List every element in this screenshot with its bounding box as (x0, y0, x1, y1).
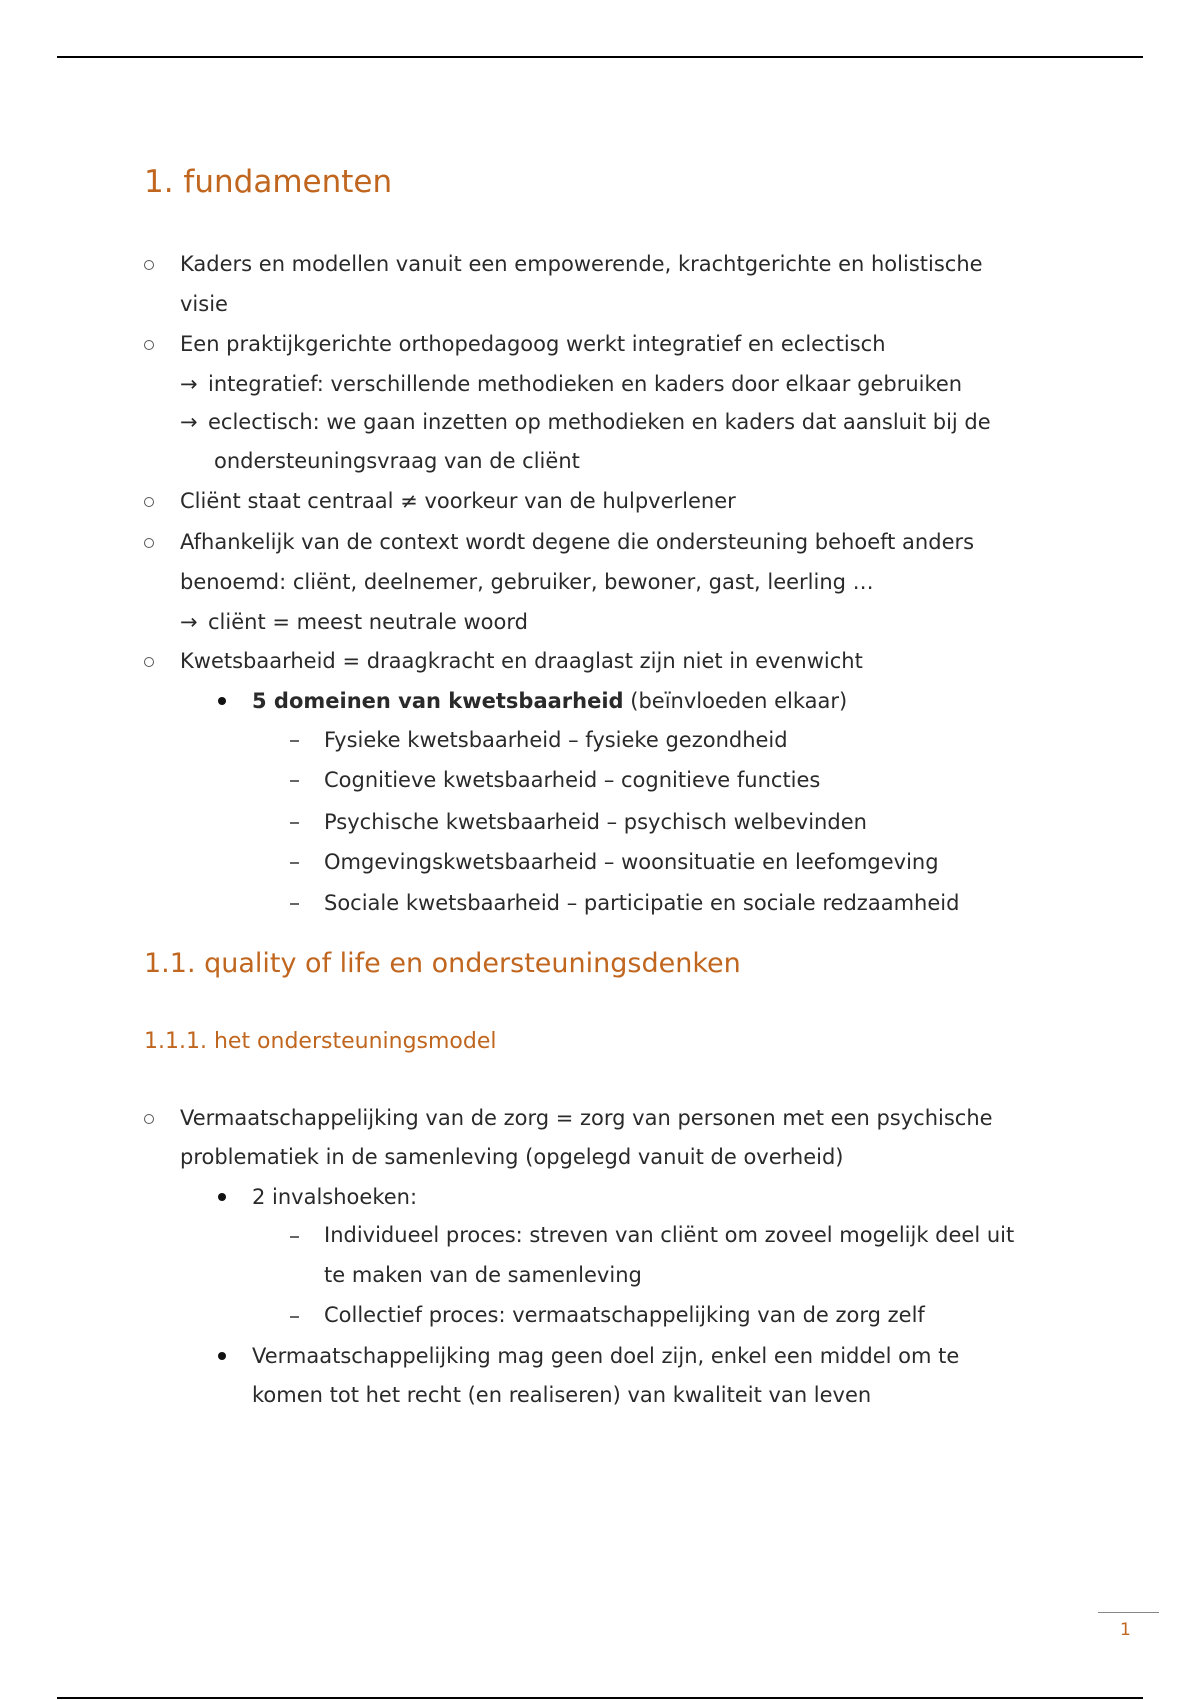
arrow-icon: → (180, 610, 198, 634)
domain-item: Omgevingskwetsbaarheid – woonsituatie en leefomgeving (324, 850, 939, 874)
dot-bullet (218, 697, 226, 705)
circle-bullet (144, 260, 154, 270)
bullet-text: benoemd: cliënt, deelnemer, gebruiker, bewoner, gast, leerling … (180, 570, 874, 594)
dash-item: te maken van de samenleving (324, 1263, 642, 1287)
domain-item: Sociale kwetsbaarheid – participatie en sociale redzaamheid (324, 891, 960, 915)
dash-bullet (290, 822, 299, 824)
arrow-text: eclectisch: we gaan inzetten op methodieken en kaders dat aansluit bij de (208, 410, 991, 434)
circle-bullet (144, 1114, 154, 1124)
page-number: 1 (1120, 1620, 1131, 1640)
arrow-text: ondersteuningsvraag van de cliënt (214, 449, 580, 473)
arrow-icon: → (180, 372, 198, 396)
subbullet-text: komen tot het recht (en realiseren) van kwaliteit van leven (252, 1383, 872, 1407)
bullet-text: Cliënt staat centraal ≠ voorkeur van de hulpverlener (180, 489, 736, 513)
subbullet-rest: (beïnvloeden elkaar) (630, 689, 848, 713)
circle-bullet (144, 340, 154, 350)
arrow-text: cliënt = meest neutrale woord (208, 610, 528, 634)
footer-rule (57, 1697, 1143, 1699)
heading-quality-of-life: 1.1. quality of life en ondersteuningsdenken (144, 948, 741, 979)
bullet-text: Kwetsbaarheid = draagkracht en draaglast zijn niet in evenwicht (180, 649, 863, 673)
page-number-rule (1098, 1612, 1159, 1613)
dash-bullet (290, 780, 299, 782)
bullet-text: visie (180, 292, 228, 316)
dash-bullet (290, 903, 299, 905)
domain-item: Fysieke kwetsbaarheid – fysieke gezondheid (324, 728, 788, 752)
subbullet-text (252, 689, 847, 713)
dash-item: Individueel proces: streven van cliënt om zoveel mogelijk deel uit (324, 1223, 1015, 1247)
dash-bullet (290, 1236, 299, 1238)
header-rule (57, 56, 1143, 58)
circle-bullet (144, 497, 154, 507)
circle-bullet (144, 657, 154, 667)
dash-item: Collectief proces: vermaatschappelijking van de zorg zelf (324, 1303, 925, 1327)
subbullet-text: 2 invalshoeken: (252, 1185, 418, 1209)
dot-bullet (218, 1193, 226, 1201)
bullet-text: problematiek in de samenleving (opgelegd vanuit de overheid) (180, 1145, 844, 1169)
dot-bullet (218, 1352, 226, 1360)
bullet-text: Afhankelijk van de context wordt degene die ondersteuning behoeft anders (180, 530, 975, 554)
domain-item: Cognitieve kwetsbaarheid – cognitieve functies (324, 768, 821, 792)
dash-bullet (290, 1316, 299, 1318)
arrow-text: integratief: verschillende methodieken en kaders door elkaar gebruiken (208, 372, 963, 396)
subbullet-bold: 5 domeinen van kwetsbaarheid (252, 689, 624, 713)
subbullet-text: Vermaatschappelijking mag geen doel zijn, enkel een middel om te (252, 1344, 960, 1368)
heading-fundamenten: 1. fundamenten (144, 164, 393, 200)
bullet-text: Kaders en modellen vanuit een empowerende, krachtgerichte en holistische (180, 252, 983, 276)
bullet-text: Vermaatschappelijking van de zorg = zorg van personen met een psychische (180, 1106, 993, 1130)
domain-item: Psychische kwetsbaarheid – psychisch welbevinden (324, 810, 867, 834)
bullet-text: Een praktijkgerichte orthopedagoog werkt integratief en eclectisch (180, 332, 886, 356)
heading-ondersteuningsmodel: 1.1.1. het ondersteuningsmodel (144, 1029, 497, 1054)
dash-bullet (290, 740, 299, 742)
arrow-icon: → (180, 410, 198, 434)
circle-bullet (144, 538, 154, 548)
dash-bullet (290, 862, 299, 864)
